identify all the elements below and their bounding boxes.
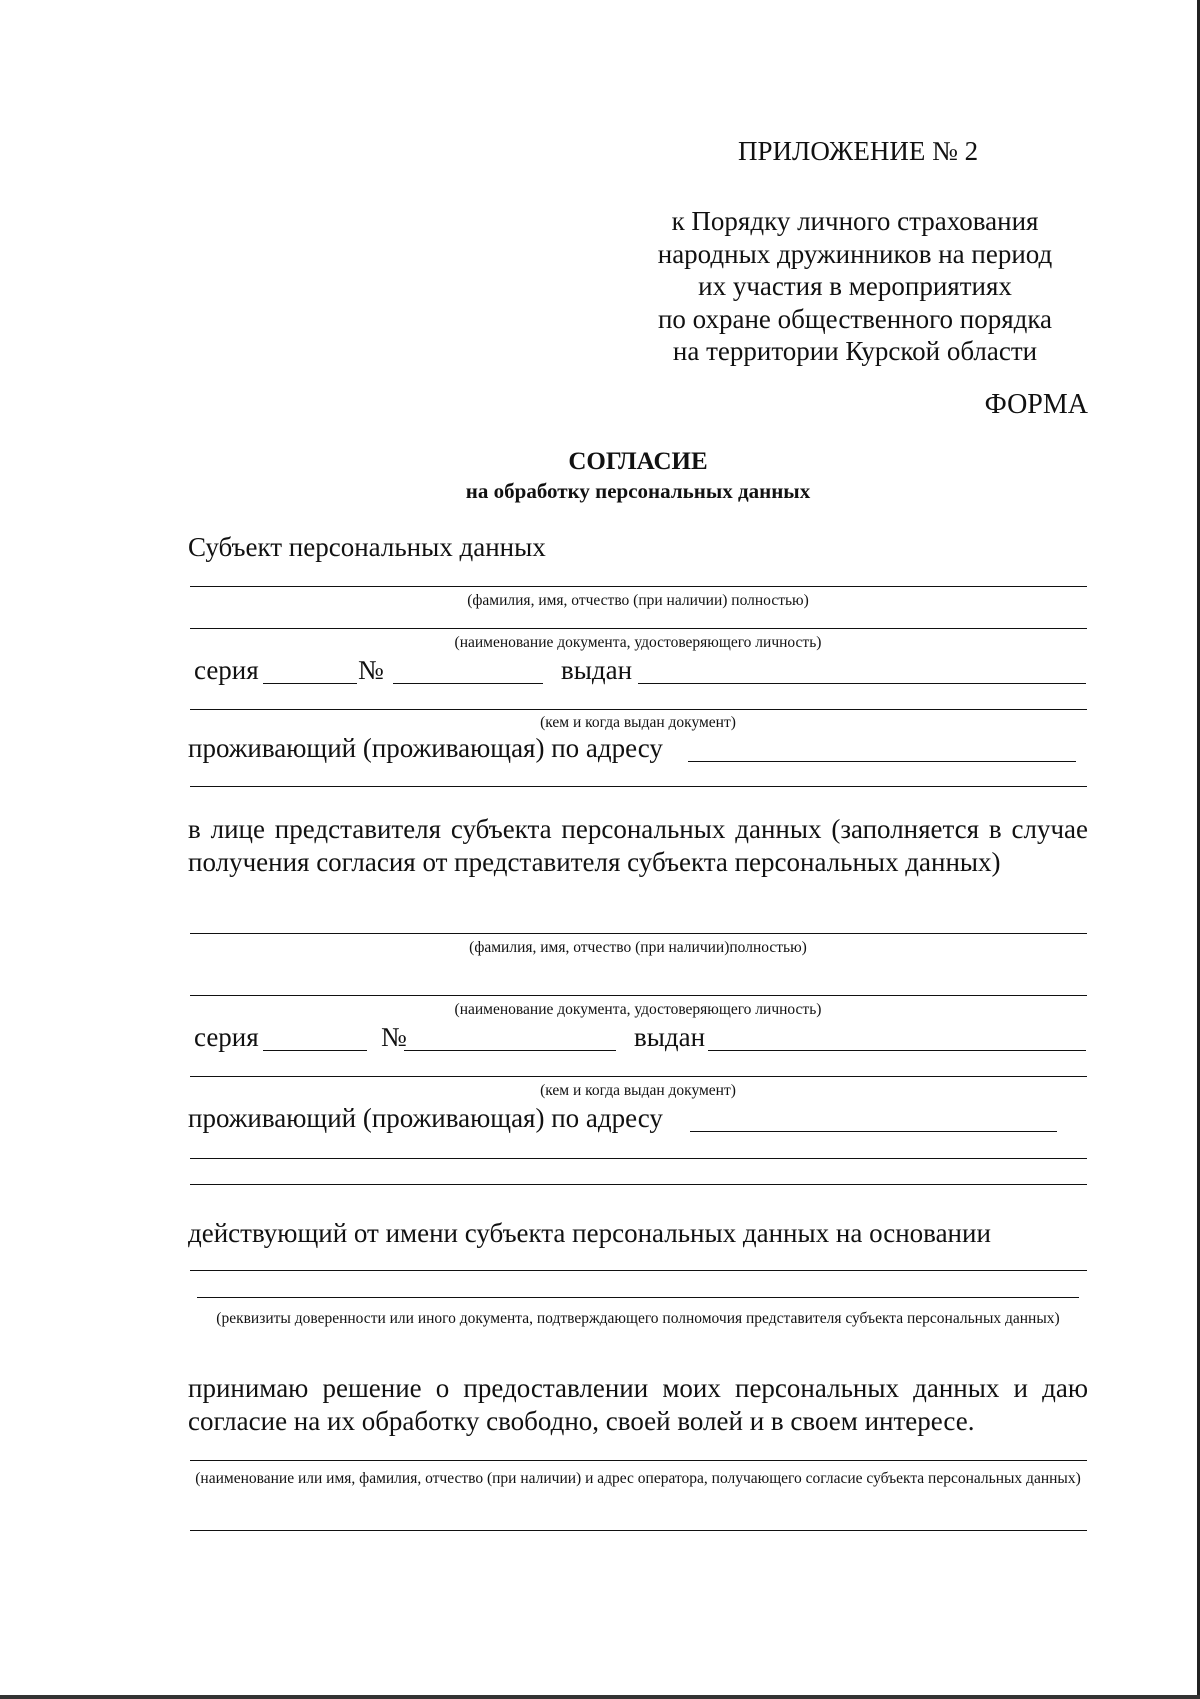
representative-intro: в лице представителя субъекта персональных данных (заполняется в случае получения согласия от представителя субъекта персональных данных) bbox=[188, 814, 1088, 877]
subject-number-field[interactable] bbox=[393, 683, 543, 684]
reference-line: по охране общественного порядка bbox=[657, 303, 1053, 334]
scan-edge-bottom bbox=[0, 1695, 1200, 1699]
representative-basis-caption: (реквизиты доверенности или иного документа, подтверждающего полномочия представителя субъекта персональных данных) bbox=[216, 1310, 1060, 1327]
representative-number-field[interactable] bbox=[404, 1050, 616, 1051]
subject-address-field[interactable] bbox=[688, 761, 1076, 762]
subject-fio-field[interactable] bbox=[190, 586, 1087, 587]
series-label: серия bbox=[194, 1022, 259, 1052]
representative-issued-caption: (кем и когда выдан документ) bbox=[540, 1082, 736, 1099]
representative-document-row bbox=[188, 1022, 1088, 1056]
representative-address-field-2[interactable] bbox=[190, 1158, 1087, 1159]
subject-label: Субъект персональных данных bbox=[188, 532, 546, 562]
representative-address-row bbox=[188, 1103, 1088, 1137]
subject-issued-by-field[interactable] bbox=[190, 709, 1087, 710]
subject-document-caption: (наименование документа, удостоверяющего личность) bbox=[454, 634, 822, 651]
representative-series-field[interactable] bbox=[263, 1050, 367, 1051]
subject-issued-field[interactable] bbox=[638, 683, 1086, 684]
series-label: серия bbox=[194, 655, 259, 685]
subject-series-field[interactable] bbox=[263, 683, 357, 684]
address-label: проживающий (проживающая) по адресу bbox=[188, 733, 663, 763]
representative-address-field[interactable] bbox=[690, 1131, 1057, 1132]
subject-fio-caption: (фамилия, имя, отчество (при наличии) полностью) bbox=[467, 592, 809, 609]
reference-line: их участия в мероприятиях bbox=[698, 271, 1012, 301]
operator-caption: (наименование или имя, фамилия, отчество (при наличии) и адрес оператора, получающего согласие субъекта персональных данных) bbox=[195, 1470, 1081, 1487]
representative-basis-field[interactable] bbox=[190, 1270, 1087, 1271]
operator-field[interactable] bbox=[190, 1460, 1087, 1461]
operator-field-2[interactable] bbox=[190, 1530, 1087, 1531]
form-label: ФОРМА bbox=[984, 389, 1088, 420]
number-label: № bbox=[358, 655, 384, 685]
issued-label: выдан bbox=[634, 1022, 706, 1052]
reference-line: к Порядку личного страхования bbox=[671, 206, 1039, 236]
address-label: проживающий (проживающая) по адресу bbox=[188, 1103, 663, 1133]
subject-document-row bbox=[188, 655, 1088, 689]
representative-document-caption: (наименование документа, удостоверяющего личность) bbox=[454, 1001, 822, 1018]
representative-fio-field[interactable] bbox=[190, 933, 1087, 934]
number-label: № bbox=[381, 1022, 407, 1052]
representative-issued-field[interactable] bbox=[708, 1050, 1086, 1051]
representative-issued-by-field[interactable] bbox=[190, 1076, 1087, 1077]
document-subtitle: на обработку персональных данных bbox=[465, 479, 811, 503]
representative-address-field-3[interactable] bbox=[190, 1184, 1087, 1185]
consent-decision-text: принимаю решение о предоставлении моих персональных данных и даю согласие на их обработку свободно, своей волей и в своем интересе. bbox=[188, 1373, 1088, 1436]
subject-address-row bbox=[188, 733, 1088, 767]
subject-issued-caption: (кем и когда выдан документ) bbox=[540, 714, 736, 731]
representative-fio-caption: (фамилия, имя, отчество (при наличии)полностью) bbox=[469, 939, 807, 956]
subject-address-field-2[interactable] bbox=[190, 786, 1087, 787]
reference-line: народных дружинников на период bbox=[657, 238, 1053, 269]
reference-line: на территории Курской области bbox=[672, 336, 1038, 366]
representative-basis-field-2[interactable] bbox=[197, 1297, 1079, 1298]
document-title: СОГЛАСИЕ bbox=[568, 448, 708, 475]
issued-label: выдан bbox=[561, 655, 633, 685]
appendix-number: ПРИЛОЖЕНИЕ № 2 bbox=[738, 136, 979, 166]
subject-document-field[interactable] bbox=[190, 628, 1087, 629]
representative-document-field[interactable] bbox=[190, 995, 1087, 996]
representative-basis-label: действующий от имени субъекта персональных данных на основании bbox=[188, 1218, 991, 1248]
appendix-reference bbox=[620, 205, 1090, 368]
